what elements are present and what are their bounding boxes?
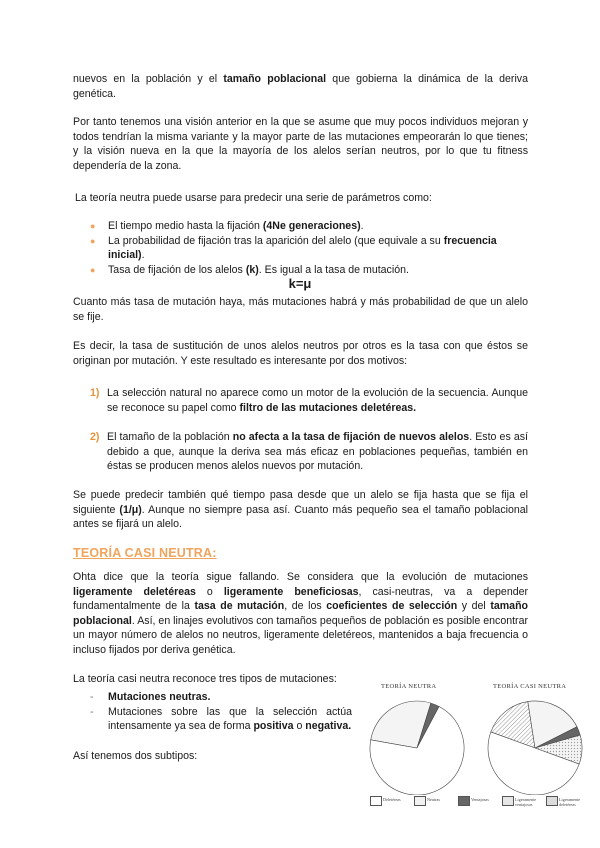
predict-paragraph (73, 488, 528, 532)
item-bold: filtro de las mutaciones deletéreas. (239, 401, 417, 414)
item-number: 1) (90, 387, 100, 399)
dash-bold: Mutaciones neutras. (108, 691, 211, 703)
bullet-icon: ● (90, 264, 96, 275)
legend-swatch (546, 796, 558, 806)
figure-legend (370, 796, 590, 820)
list-item (90, 219, 530, 234)
ohta-text: , casi-neutras, va a depender fundamentalmente de la (73, 585, 529, 613)
legend-swatch (370, 796, 382, 806)
bullet-text: Tasa de fijación de los alelos (108, 263, 246, 276)
bullet-text-end: . (141, 249, 145, 262)
legend-label: Neutras (427, 797, 441, 802)
ohta-text: y del (457, 600, 491, 613)
ohta-text: , de los (284, 600, 327, 613)
ohta-bold: tasa de mutación (194, 600, 285, 613)
item-number: 2) (90, 431, 100, 443)
dash-bold: positiva (253, 720, 294, 733)
pie-figure (360, 690, 595, 795)
legend-label: Deletéreas (383, 797, 401, 802)
intro-text: nuevos en la población y el (73, 73, 224, 85)
item-bold: no afecta a la tasa de fijación de nuevos alelos (232, 431, 470, 443)
pie-neutral-theory (370, 701, 464, 795)
item-text-end: . Esto es así debido a que, aunque la deriva sea más eficaz en poblaciones pequeñas, también en éstas se producen menos alelos nuevos por mutación. (107, 431, 528, 473)
list-item (90, 705, 352, 734)
dash-bold: negativa. (305, 720, 352, 733)
formula: k=μ (288, 276, 312, 291)
mutation-type-list (90, 690, 352, 734)
bullet-icon: ● (90, 221, 96, 231)
legend-label: Ventajosas (471, 797, 489, 802)
mutation-rate-paragraph: Cuanto más tasa de mutación haya, más mutaciones habrá y más probabilidad de que un alelo se fije. (73, 296, 528, 323)
pie-nearly-neutral-theory (488, 701, 582, 795)
params-intro: La teoría neutra puede usarse para predecir una serie de parámetros como: (75, 192, 432, 204)
predict-text: Se puede predecir también qué tiempo pasa desde que un alelo se fija hasta que se fija el siguiente (73, 489, 528, 516)
list-item (90, 690, 352, 705)
three-types-paragraph: La teoría casi neutra reconoce tres tipos de mutaciones: (73, 673, 337, 685)
dash-text: Mutaciones sobre las que la selección actúa intensamente ya sea de forma (108, 705, 352, 733)
legend-label: Ligeramente deletéreas (559, 797, 581, 807)
bullet-bold: (4Ne generaciones) (262, 220, 361, 232)
bullet-text-end: . (360, 220, 364, 232)
legend-swatch (414, 796, 426, 806)
item-text: El tamaño de la población (107, 431, 233, 443)
dash-text: o (293, 720, 306, 733)
ohta-bold: ligeramente deletéreas (73, 585, 196, 598)
bullet-icon: ● (90, 235, 96, 246)
ohta-bold: tamaño poblacional (73, 600, 529, 627)
ohta-text: . Así, en linajes evolutivos con tamaños pequeños de población es posible encontrar un mayor número de alelos no neutros, ligeramente deletéreos, mantenidos a baja frecuencia o incluso fijados por deriva genética. (73, 614, 528, 656)
intro-paragraph (73, 72, 528, 101)
bullet-bold: (k) (245, 263, 259, 276)
dash-mark: - (90, 705, 94, 718)
bullet-text: La probabilidad de fijación tras la aparición del alelo (que equivale a su (108, 234, 444, 247)
bullet-bold: frecuencia inicial) (108, 234, 497, 262)
vision-paragraph: Por tanto tenemos una visión anterior en la que se asume que muy pocos individuos mejoran y todos tendrían la misma variante y la mayor parte de las mutaciones empeorarán lo que tienes; y la visión nueva en la que la mayoría de los alelos serían neutros, por lo que tu fitness dependería de la zona. (73, 116, 528, 172)
substitution-paragraph: Es decir, la tasa de sustitución de unos alelos neutros por otros es la tasa con que éstos se originan por mutación. Y este resultado es interesante por dos motivos: (73, 340, 528, 367)
ohta-bold: ligeramente beneficiosas (223, 585, 359, 598)
reason-item-2 (90, 430, 528, 474)
predict-bold: (1/μ) (119, 503, 142, 516)
predict-text-end: . Aunque no siempre pasa así. Cuanto más pequeño sea el tamaño poblacional antes se fijará un alelo. (73, 503, 528, 531)
parameter-list (90, 219, 530, 277)
ohta-text: Ohta dice que la teoría sigue fallando. Se considera que la evolución de mutaciones (73, 571, 528, 583)
figure-title-neutral: TEORÍA NEUTRA (381, 683, 437, 690)
list-item (90, 234, 530, 263)
legend-label: Ligeramente ventajosas (515, 797, 537, 807)
legend-swatch (458, 796, 470, 806)
intro-text-end: que gobierna la dinámica de la deriva genética. (73, 73, 528, 100)
legend-swatch (502, 796, 514, 806)
subtypes-paragraph: Así tenemos dos subtipos: (73, 750, 198, 762)
section-heading: TEORÍA CASI NEUTRA: (73, 546, 217, 560)
ohta-bold: coeficientes de selección (326, 600, 458, 613)
reason-item-1 (90, 386, 528, 415)
dash-mark: - (90, 691, 94, 703)
figure-title-nearly-neutral: TEORÍA CASI NEUTRA (493, 683, 567, 690)
ohta-text: o (195, 585, 224, 598)
bullet-text: El tiempo medio hasta la fijación (108, 220, 263, 232)
ohta-paragraph (73, 570, 528, 658)
intro-bold: tamaño poblacional (223, 73, 327, 85)
item-text: La selección natural no aparece como un motor de la evolución de la secuencia. Aunque se reconoce su papel como (107, 387, 528, 414)
bullet-text-end: . Es igual a la tasa de mutación. (258, 263, 409, 276)
